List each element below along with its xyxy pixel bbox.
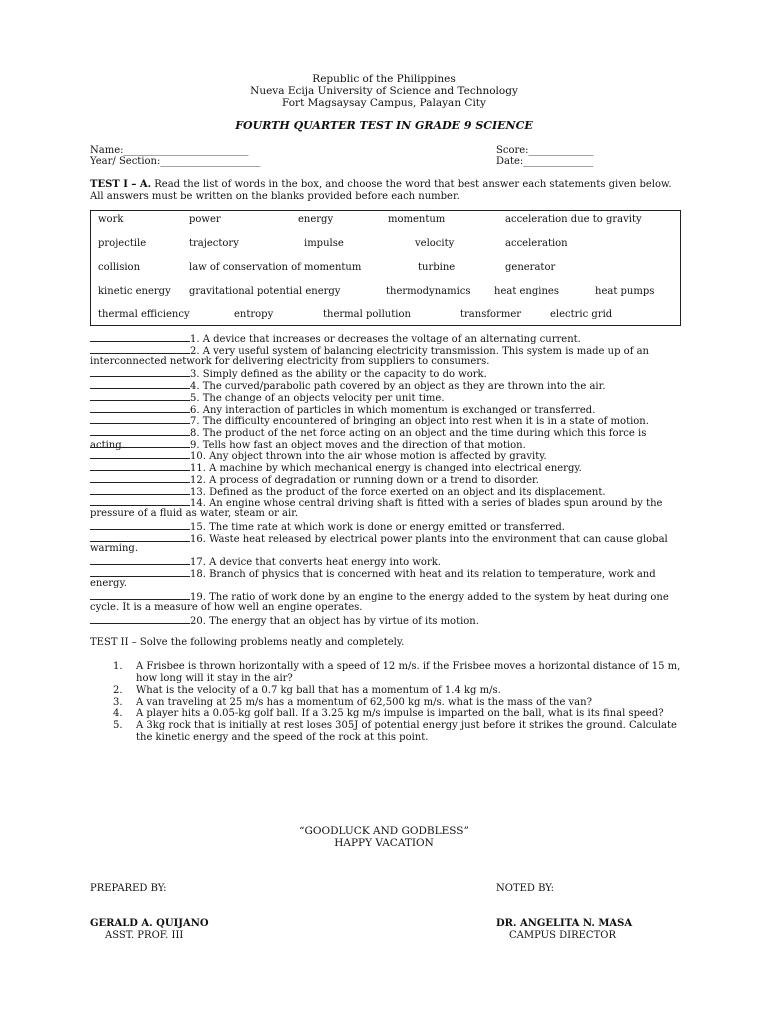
- score-field: Score:_____________: [496, 145, 594, 156]
- item-20: [90, 614, 680, 628]
- word-box-item: impulse: [304, 238, 344, 249]
- test1-instructions: [90, 179, 672, 191]
- answer-blank[interactable]: [90, 532, 190, 542]
- answer-blank[interactable]: [90, 555, 190, 565]
- answer-blank[interactable]: [90, 496, 190, 506]
- noter-title: CAMPUS DIRECTOR: [509, 930, 616, 941]
- header-campus: Fort Magsaysay Campus, Palayan City: [282, 97, 486, 109]
- preparer-name: GERALD A. QUIJANO: [90, 918, 209, 929]
- word-box-item: kinetic energy: [98, 286, 171, 297]
- item-text: 6. Any interaction of particles in which momentum is exchanged or transferred.: [190, 405, 596, 416]
- word-box-item: energy: [298, 214, 334, 225]
- answer-blank[interactable]: [90, 367, 190, 377]
- word-box-item: acceleration due to gravity: [505, 214, 642, 225]
- answer-blank[interactable]: [90, 332, 190, 342]
- problem-number: 4.: [113, 708, 123, 719]
- word-box-item: work: [98, 214, 124, 225]
- word-box-item: projectile: [98, 238, 147, 249]
- problem-text: A player hits a 0.05-kg golf ball. If a 3.25 kg m/s impulse is imparted on the ball, what is its final speed?: [136, 708, 664, 719]
- item-2-cont: interconnected network for delivering electricity from suppliers to consumers.: [90, 356, 490, 367]
- test1-instructions-line2: All answers must be written on the blanks provided before each number.: [90, 191, 460, 202]
- prepared-by-label: PREPARED BY:: [90, 883, 167, 894]
- item-text: 1. A device that increases or decreases the voltage of an alternating current.: [190, 334, 581, 345]
- word-box-item: gravitational potential energy: [189, 286, 341, 297]
- problem-number: 1.: [113, 661, 123, 672]
- answer-blank[interactable]: [90, 590, 190, 600]
- name-field: Name:_________________________: [90, 145, 249, 156]
- problem-text: A 3kg rock that is initially at rest loses 305J of potential energy just before it strikes the ground. Calculate the kinetic energy and the speed of the rock at this point.: [136, 720, 677, 743]
- answer-blank[interactable]: [90, 391, 190, 401]
- closing-vacation: HAPPY VACATION: [334, 837, 434, 849]
- word-box-item: trajectory: [189, 238, 239, 249]
- answer-blank[interactable]: [90, 461, 190, 471]
- noter-name: DR. ANGELITA N. MASA: [496, 918, 633, 929]
- answer-blank[interactable]: [90, 520, 190, 530]
- item-text: 2. A very useful system of balancing electricity transmission. This system is made up of an: [190, 346, 649, 357]
- item-text: 19. The ratio of work done by an engine to the energy added to the system by heat during one: [190, 592, 669, 603]
- item-text: 20. The energy that an object has by virtue of its motion.: [190, 616, 479, 627]
- word-box-item: turbine: [418, 262, 456, 273]
- header-university: Nueva Ecija University of Science and Technology: [250, 85, 518, 97]
- answer-blank[interactable]: [90, 614, 190, 624]
- date-field: Date:______________: [496, 156, 594, 167]
- answer-blank[interactable]: [90, 438, 190, 448]
- word-box-item: entropy: [234, 309, 274, 320]
- preparer-title: ASST. PROF. III: [105, 930, 184, 941]
- answer-blank[interactable]: [90, 449, 190, 459]
- test1-label: TEST I – A.: [90, 179, 152, 190]
- noted-by-label: NOTED BY:: [496, 883, 555, 894]
- answer-blank[interactable]: [90, 485, 190, 495]
- word-box-item: momentum: [388, 214, 446, 225]
- answer-blank[interactable]: [90, 414, 190, 424]
- test2-instructions: TEST II – Solve the following problems neatly and completely.: [90, 637, 405, 648]
- test1-instructions-text: Read the list of words in the box, and choose the word that best answer each statements given below.: [151, 179, 672, 190]
- word-box-item: electric grid: [550, 309, 613, 320]
- answer-blank[interactable]: [90, 379, 190, 389]
- item-18-cont: energy.: [90, 578, 127, 589]
- word-box-item: transformer: [460, 309, 522, 320]
- item-text: 7. The difficulty encountered of bringing an object into rest when it is in a state of motion.: [190, 416, 649, 427]
- word-box-item: generator: [505, 262, 556, 273]
- word-box-item: law of conservation of momentum: [189, 262, 362, 273]
- answer-blank[interactable]: [90, 344, 190, 354]
- answer-blank[interactable]: [90, 403, 190, 413]
- word-box-item: thermal pollution: [323, 309, 411, 320]
- answer-blank[interactable]: [90, 473, 190, 483]
- item-text: 18. Branch of physics that is concerned with heat and its relation to temperature, work and: [190, 569, 656, 580]
- item-text: 12. A process of degradation or running down or a trend to disorder.: [190, 475, 539, 486]
- test-title: FOURTH QUARTER TEST IN GRADE 9 SCIENCE: [235, 119, 533, 132]
- item-text: 15. The time rate at which work is done or energy emitted or transferred.: [190, 522, 565, 533]
- item-16-cont: warming.: [90, 543, 139, 554]
- problem-text: A van traveling at 25 m/s has a momentum of 62,500 kg m/s. what is the mass of the van?: [136, 697, 592, 708]
- item-text: 13. Defined as the product of the force exerted on an object and its displacement.: [190, 487, 606, 498]
- item-text: 8. The product of the net force acting on an object and the time during which this force is acting.: [90, 428, 647, 451]
- item-text: 11. A machine by which mechanical energy is changed into electrical energy.: [190, 463, 582, 474]
- item-text: 4. The curved/parabolic path covered by an object as they are thrown into the air.: [190, 381, 606, 392]
- answer-blank[interactable]: [90, 567, 190, 577]
- item-19-cont: cycle. It is a measure of how well an engine operates.: [90, 602, 363, 613]
- closing-goodluck: “GOODLUCK AND GODBLESS”: [299, 825, 469, 837]
- word-box-item: thermal efficiency: [98, 309, 190, 320]
- problem-number: 2.: [113, 685, 123, 696]
- item-text: 14. An engine whose central driving shaft is fitted with a series of blades spun around by the: [190, 498, 663, 509]
- item-text: 9. Tells how fast an object moves and the direction of that motion.: [190, 440, 526, 451]
- word-box-item: power: [189, 214, 221, 225]
- item-14-cont: pressure of a fluid as water, steam or air.: [90, 508, 299, 519]
- problem-text: What is the velocity of a 0.7 kg ball that has a momentum of 1.4 kg m/s.: [136, 685, 501, 696]
- problem-number: 5.: [113, 720, 123, 731]
- word-box-item: thermodynamics: [386, 286, 471, 297]
- word-box-item: heat pumps: [595, 286, 655, 297]
- answer-blank[interactable]: [90, 426, 190, 436]
- item-text: 10. Any object thrown into the air whose motion is affected by gravity.: [190, 451, 547, 462]
- word-box-item: heat engines: [494, 286, 559, 297]
- word-box-item: velocity: [415, 238, 455, 249]
- item-text: 17. A device that converts heat energy into work.: [190, 557, 441, 568]
- item-text: 3. Simply defined as the ability or the capacity to do work.: [190, 369, 487, 380]
- problem-text: A Frisbee is thrown horizontally with a speed of 12 m/s. if the Frisbee moves a horizontal distance of 15 m, how long will it stay in the air?: [136, 661, 681, 684]
- item-text: 5. The change of an objects velocity per unit time.: [190, 393, 445, 404]
- word-box-item: acceleration: [505, 238, 568, 249]
- header-republic: Republic of the Philippines: [312, 73, 456, 85]
- word-box-item: collision: [98, 262, 141, 273]
- problem-number: 3.: [113, 697, 123, 708]
- item-text: 16. Waste heat released by electrical power plants into the environment that can cause global: [190, 534, 668, 545]
- year-section-field: Year/ Section:____________________: [90, 156, 261, 167]
